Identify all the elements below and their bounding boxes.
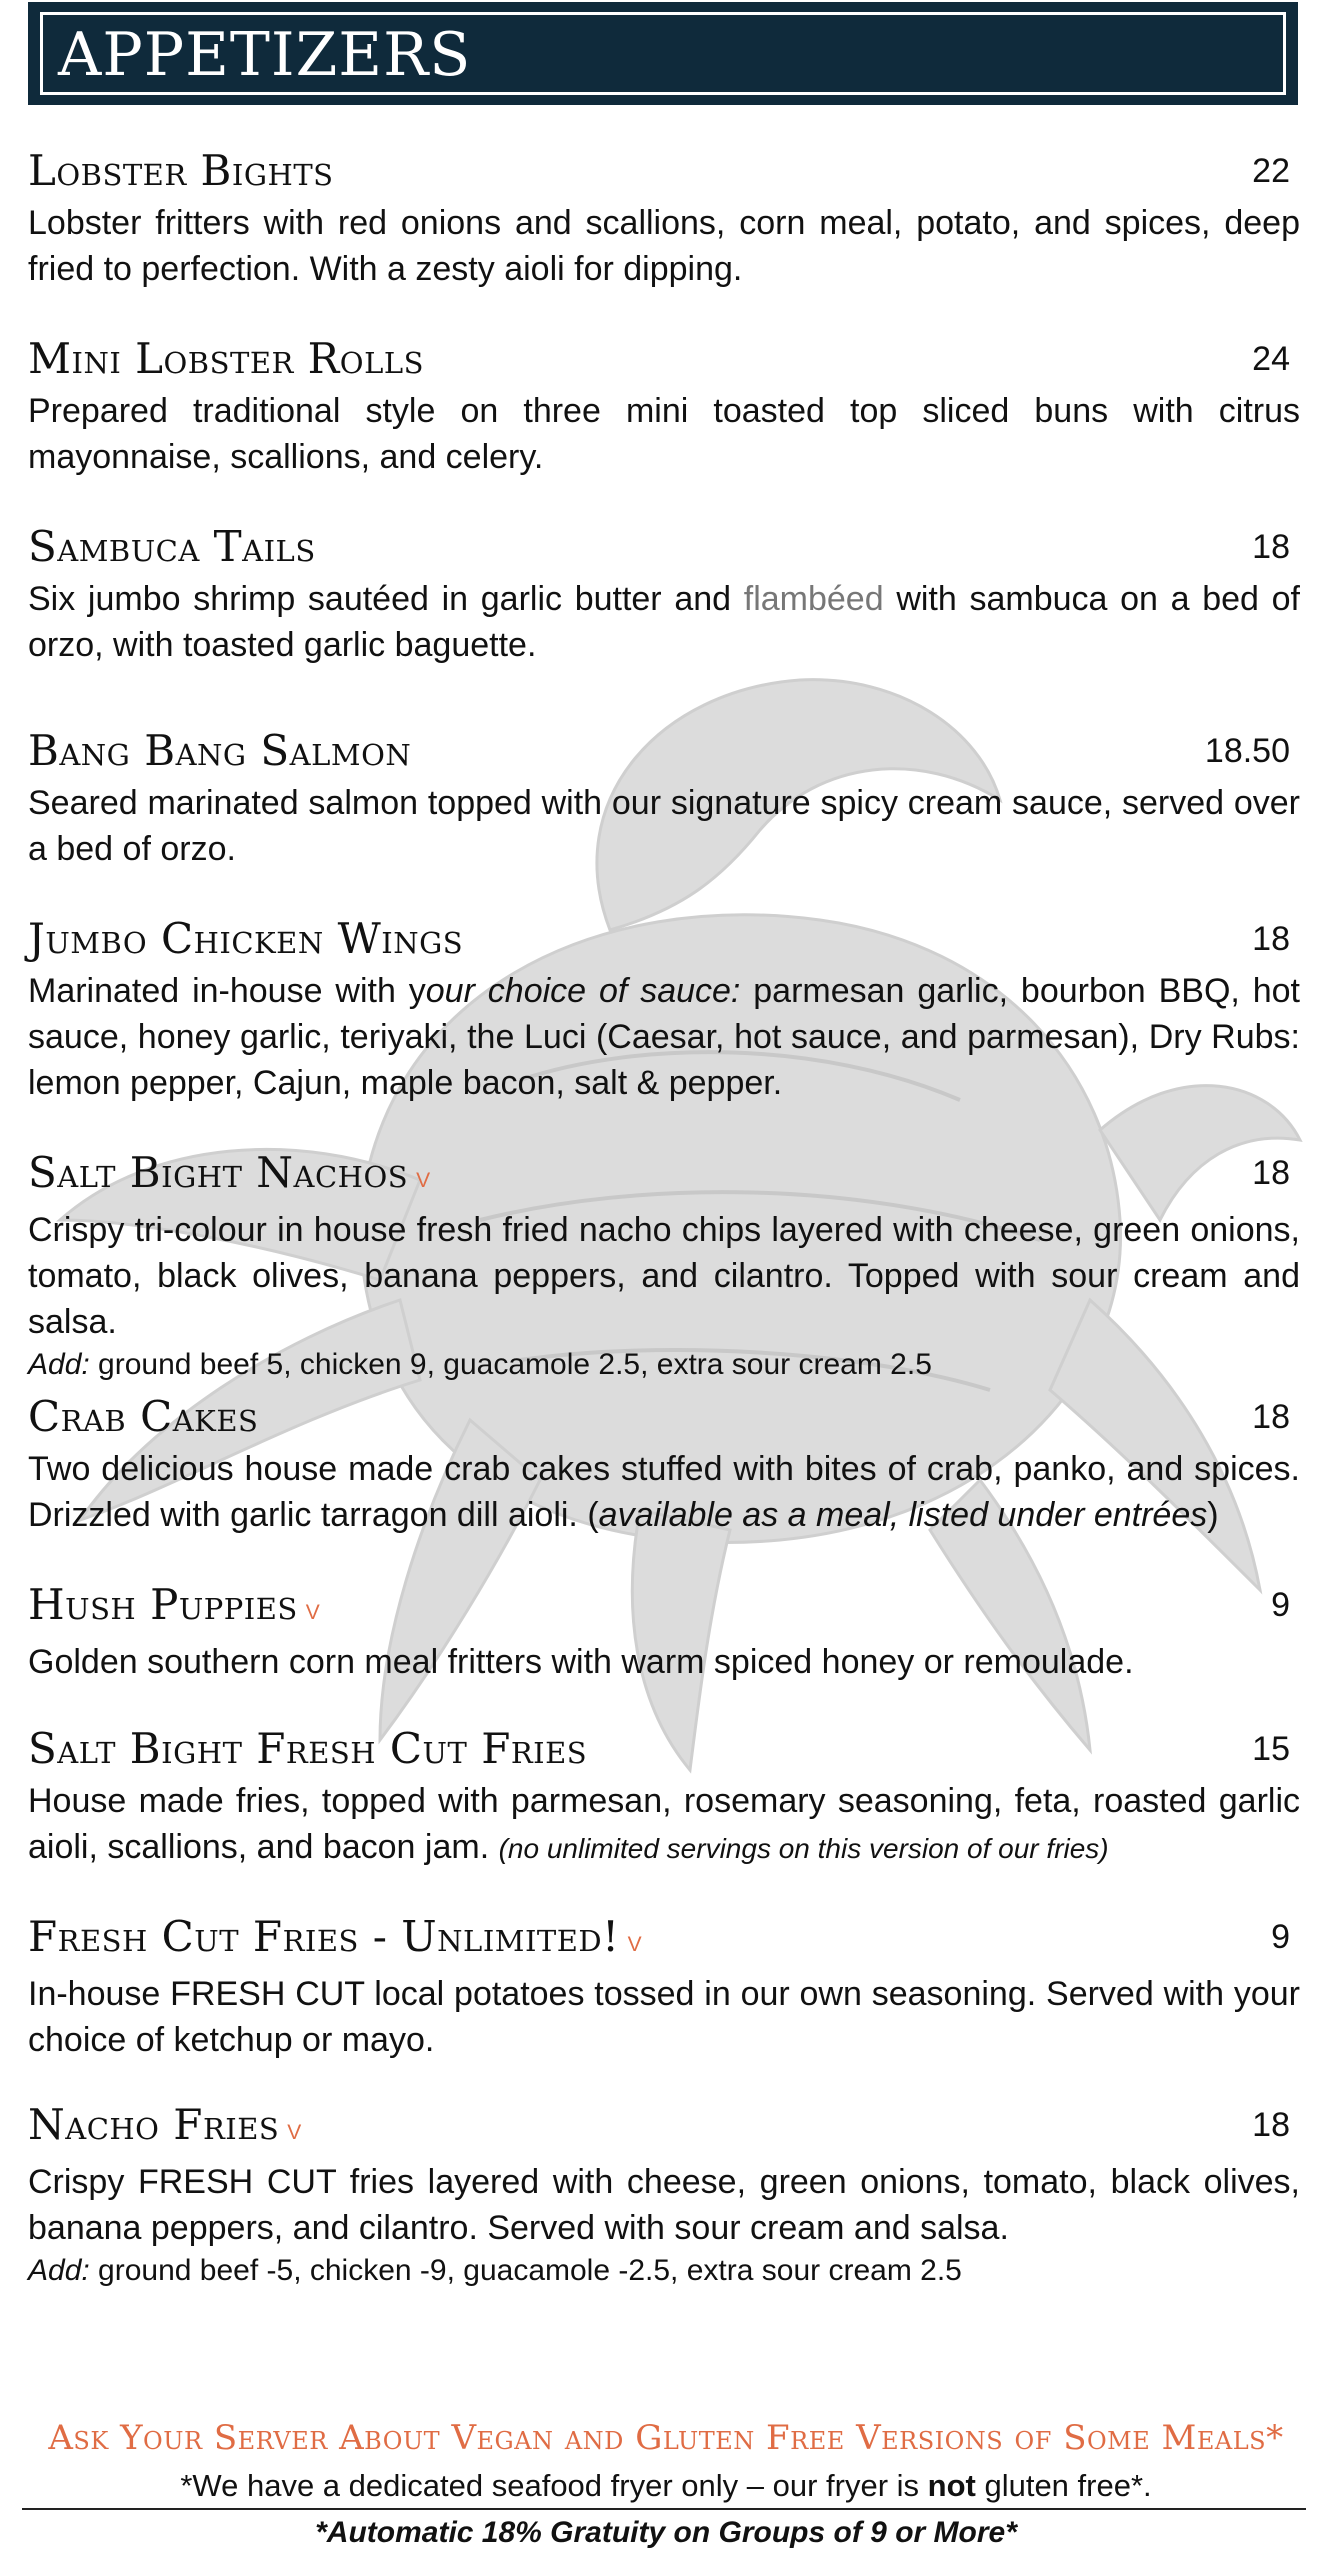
item-description-note: (no unlimited servings on this version of our fries) — [498, 1833, 1109, 1864]
vegetarian-marker: v — [627, 1925, 643, 1958]
vegetarian-marker: v — [287, 2113, 302, 2146]
menu-item — [28, 726, 1300, 872]
item-description-emphasis: available as a meal, listed under entrées — [598, 1496, 1208, 1534]
fryer-note-text: gluten free*. — [975, 2468, 1152, 2503]
item-price: 18.50 — [1204, 732, 1290, 770]
menu-item — [28, 2100, 1300, 2291]
gratuity-note: *Automatic 18% Gratuity on Groups of 9 or More* — [315, 2516, 1017, 2549]
addons-text: ground beef 5, chicken 9, guacamole 2.5, extra sour cream 2.5 — [89, 1348, 932, 1381]
menu-item — [28, 1912, 1300, 2063]
item-name-text: Salt Bight Nachos — [28, 1148, 409, 1197]
item-price: 18 — [1252, 1154, 1290, 1192]
addons-label: Add: — [28, 1348, 90, 1381]
item-description: Lobster fritters with red onions and scallions, corn meal, potato, and spices, deep fried to perfection. With a zesty aioli for dipping. — [28, 204, 1300, 288]
item-price: 18 — [1252, 920, 1290, 958]
item-name: Sambuca Tails — [28, 522, 316, 571]
item-description — [28, 576, 1300, 668]
section-banner — [28, 2, 1298, 105]
item-name: Lobster Bights — [28, 146, 334, 195]
item-addons — [28, 1345, 1300, 1385]
item-description: Crispy FRESH CUT fries layered with cheese, green onions, tomato, black olives, banana peppers, and cilantro. Served with sour cream and salsa. — [28, 2163, 1300, 2247]
menu-item — [28, 1148, 1300, 1385]
vegetarian-marker: v — [305, 1593, 321, 1626]
item-name-text: Hush Puppies — [28, 1580, 298, 1629]
menu-item — [28, 914, 1300, 1106]
section-title: APPETIZERS — [58, 20, 472, 90]
item-description-text: with sambuca on a bed of orzo, with toasted garlic baguette. — [28, 580, 1300, 664]
item-price: 18 — [1252, 528, 1290, 566]
item-price: 18 — [1252, 2106, 1290, 2144]
footer-divider — [22, 2508, 1306, 2510]
item-price: 9 — [1271, 1586, 1290, 1624]
item-name: Salt Bight Fresh Cut Fries — [28, 1724, 588, 1773]
menu-item — [28, 522, 1300, 668]
fryer-note-emphasis: not — [927, 2468, 976, 2503]
item-description-highlight: flambéed — [743, 580, 884, 618]
menu-item — [28, 1580, 1300, 1685]
item-description-text: House made fries, topped with parmesan, rosemary seasoning, feta, roasted garlic aioli, scallions, and bacon jam. — [28, 1782, 1300, 1866]
addons-text: ground beef -5, chicken -9, guacamole -2.5, extra sour cream 2.5 — [89, 2254, 962, 2287]
item-name: Jumbo Chicken Wings — [28, 914, 464, 963]
item-description — [28, 1446, 1300, 1538]
menu-item — [28, 1392, 1300, 1538]
item-description: Golden southern corn meal fritters with warm spiced honey or remoulade. — [28, 1643, 1134, 1681]
item-name-text: Fresh Cut Fries - Unlimited! — [28, 1912, 620, 1961]
vegan-gluten-free-note: Ask Your Server About Vegan and Gluten Free Versions of Some Meals* — [48, 2418, 1284, 2458]
item-price: 18 — [1252, 1398, 1290, 1436]
addons-label: Add: — [28, 2254, 90, 2287]
item-price: 9 — [1271, 1918, 1290, 1956]
item-description-text: parmesan garlic, bourbon BBQ, hot sauce, honey garlic, teriyaki, the Luci (Caesar, hot sauce, and parmesan), Dry Rubs: lemon pepper, Cajun, maple bacon, salt & pepper. — [28, 972, 1300, 1102]
item-name — [28, 1148, 1300, 1203]
item-description-text: ) — [1207, 1496, 1219, 1534]
item-name — [28, 1912, 1300, 1967]
item-description: In-house FRESH CUT local potatoes tossed in our own seasoning. Served with your choice of ketchup or mayo. — [28, 1975, 1300, 2059]
menu-item — [28, 1724, 1300, 1872]
item-name — [28, 2100, 1300, 2155]
item-description: Seared marinated salmon topped with our signature spicy cream sauce, served over a bed of orzo. — [28, 784, 1300, 868]
item-description: Prepared traditional style on three mini toasted top sliced buns with citrus mayonnaise, scallions, and celery. — [28, 392, 1300, 476]
item-description: Crispy tri-colour in house fresh fried nacho chips layered with cheese, green onions, tomato, black olives, banana peppers, and cilantro. Topped with sour cream and salsa. — [28, 1211, 1300, 1341]
item-name: Bang Bang Salmon — [28, 726, 412, 775]
item-description-text: Six jumbo shrimp sautéed in garlic butter and — [28, 580, 744, 618]
menu-item — [28, 334, 1300, 480]
item-description-emphasis: our choice of sauce: — [425, 972, 741, 1010]
item-description-text: Marinated in-house with y — [28, 972, 426, 1010]
item-price: 22 — [1252, 152, 1290, 190]
item-name: Mini Lobster Rolls — [28, 334, 424, 383]
menu-item — [28, 146, 1300, 292]
item-price: 15 — [1252, 1730, 1290, 1768]
item-price: 24 — [1252, 340, 1290, 378]
vegetarian-marker: v — [416, 1161, 431, 1194]
item-description — [28, 968, 1300, 1106]
item-description-text: Two delicious house made crab cakes stuffed with bites of crab, panko, and spices. Drizzled with garlic tarragon dill aioli. ( — [28, 1450, 1300, 1534]
item-name-text: Nacho Fries — [28, 2100, 280, 2149]
item-name — [28, 1580, 1300, 1635]
item-addons — [28, 2251, 1300, 2291]
item-name: Crab Cakes — [28, 1392, 259, 1441]
fryer-note — [0, 2468, 1332, 2504]
item-description — [28, 1778, 1300, 1872]
fryer-note-text: *We have a dedicated seafood fryer only – our fryer is — [180, 2468, 928, 2503]
